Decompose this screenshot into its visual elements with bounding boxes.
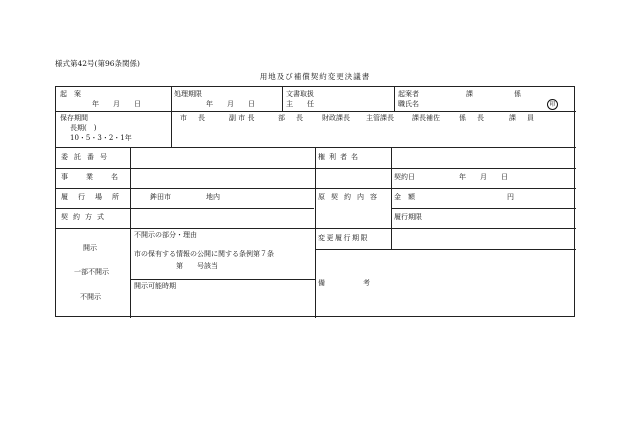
gen-keiyaku-naiyo-label: 原契約内容 xyxy=(318,193,383,201)
shokushimei-label: 職氏名 xyxy=(398,100,419,108)
approval-staff: 課 員 xyxy=(509,114,536,122)
biko-label: 備 考 xyxy=(318,279,372,287)
keiyaku-bi-label: 契約日 xyxy=(394,173,415,181)
approval-director: 部 長 xyxy=(278,114,305,122)
rule xyxy=(56,188,576,189)
place-city: 鉾田市 xyxy=(150,193,171,201)
keiyaku-houshiki-label: 契約方式 xyxy=(61,213,109,221)
page-title: 用地及び補償契約変更決議書 xyxy=(259,72,371,81)
rule xyxy=(391,147,392,249)
hozon-years: 10・5・3・2・1年 xyxy=(70,134,132,142)
kingaku-label: 金 額 xyxy=(394,193,415,201)
approval-subsection-chief: 係 長 xyxy=(459,114,486,122)
kingaku-unit: 円 xyxy=(507,193,514,201)
rule xyxy=(56,168,576,169)
bunsho-label: 文書取扱 xyxy=(286,90,314,98)
approval-finance-chief: 財政課長 xyxy=(322,114,350,122)
shori-kigen-label: 処理期限 xyxy=(174,90,202,98)
hozon-label: 保存期間 xyxy=(60,114,88,122)
kaiji-kanou-jiki-label: 開示可能時期 xyxy=(134,282,176,290)
shunin-label: 主 任 xyxy=(286,100,314,108)
keiyaku-bi-date: 年 月 日 xyxy=(459,173,508,181)
ichibu-fukaiji-label: 一部不開示 xyxy=(74,268,109,276)
rule xyxy=(56,111,576,112)
rule xyxy=(315,147,316,318)
seal-icon: 印 xyxy=(547,99,558,110)
kian-date: 年 月 日 xyxy=(92,100,141,108)
hozon-long: 長期( ) xyxy=(70,124,97,132)
fukaiji-reason-text: 市の保有する情報の公開に関する条例第７条 xyxy=(134,250,274,258)
rule xyxy=(171,111,172,147)
rule xyxy=(56,208,314,209)
rule xyxy=(394,87,395,111)
fukaiji-reason-clause: 第 号該当 xyxy=(176,262,218,270)
approval-vice-mayor: 副 市 長 xyxy=(229,114,255,122)
rule xyxy=(315,249,576,250)
rikou-kigen-label: 履行期限 xyxy=(394,213,422,221)
rule xyxy=(130,279,315,280)
ka-label: 課 xyxy=(466,90,473,98)
itaku-bango-label: 委託番号 xyxy=(61,153,113,161)
place-chinai: 地内 xyxy=(206,193,220,201)
kenrisha-mei-label: 権利者名 xyxy=(318,153,362,161)
jigyo-mei-label: 事業名 xyxy=(61,173,136,181)
kakari-label: 係 xyxy=(514,90,521,98)
henko-rikou-kigen-label: 変更履行期限 xyxy=(318,234,369,242)
decision-form xyxy=(55,86,575,317)
kaiji-label: 開示 xyxy=(83,244,97,252)
rule xyxy=(171,87,172,111)
kiansha-label: 起案者 xyxy=(398,90,419,98)
rule xyxy=(56,228,576,229)
shori-kigen-date: 年 月 日 xyxy=(206,100,255,108)
fukaiji-reason-label: 不開示の部分・理由 xyxy=(134,231,197,239)
approval-deputy-chief: 課長補佐 xyxy=(412,114,440,122)
form-number: 様式第42号(第96条関係) xyxy=(55,59,140,68)
kian-label: 起 案 xyxy=(60,90,81,98)
fukaiji-label: 不開示 xyxy=(80,293,101,301)
approval-mayor: 市 長 xyxy=(180,114,207,122)
rikou-basho-label: 履行場所 xyxy=(61,193,129,201)
approval-section-chief: 主管課長 xyxy=(366,114,394,122)
rule xyxy=(56,147,576,148)
rule xyxy=(282,87,283,111)
rule xyxy=(391,208,576,209)
